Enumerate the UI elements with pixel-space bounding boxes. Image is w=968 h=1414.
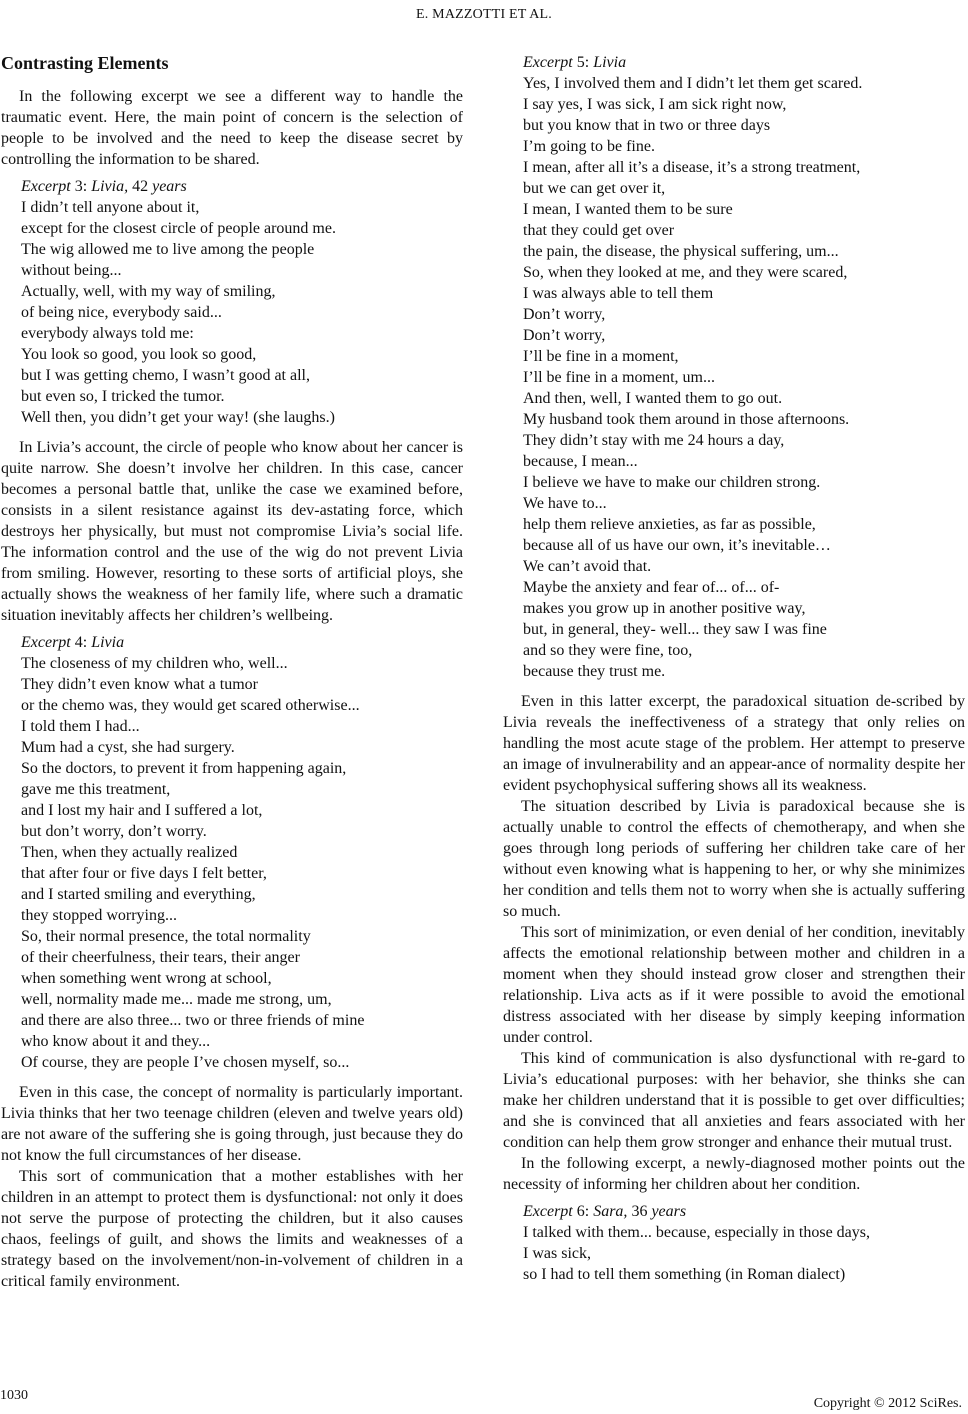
excerpt-title xyxy=(523,52,965,73)
excerpt-line: You look so good, you look so good, xyxy=(21,346,257,363)
excerpt-title xyxy=(523,1201,965,1222)
excerpt-line: because they trust me. xyxy=(523,663,666,680)
excerpt-line: I’ll be fine in a moment, xyxy=(523,348,679,365)
excerpt-label: Excerpt xyxy=(523,1203,573,1220)
excerpt-number: 3: xyxy=(70,178,92,195)
excerpt-label: Excerpt xyxy=(21,634,71,651)
copyright: Copyright © 2012 SciRes. xyxy=(813,1396,962,1411)
excerpt-line: of being nice, everybody said... xyxy=(21,304,222,321)
paragraph: In Livia’s account, the circle of people who know about her cancer is quite narrow. She doesn’t involve her children. In this case, cancer becomes a personal battle that, unlike the case we examined before, consists in a silent resistance against its dev-astating force, which destroys her physically, but must not compromise Livia’s social life. The information control and the use of the wig do not prevent Livia from smiling. However, resorting to these sorts of artificial ploys, she actually shows the weakness of her family life, where such a dramatic situation inevitably affects her children’s wellbeing. xyxy=(1,439,463,624)
excerpt-line: when something went wrong at school, xyxy=(21,970,272,987)
paragraph: In the following excerpt we see a different way to handle the traumatic event. Here, the main point of concern is the selection of people to be involved and the need to keep the disease secret by controlling the information to be shared. xyxy=(1,88,463,168)
paragraph: This kind of communication is also dysfunctional with re-gard to Livia’s educational purposes: with her behavior, she thinks she can make her children understand that it is possible to get over difficulties; and she is convinced that all anxieties and fears associated with her condition can help them grow stronger and enhance their mutual trust. xyxy=(503,1050,965,1151)
excerpt-line: I was always able to tell them xyxy=(523,285,714,302)
excerpt-line: that after four or five days I felt better, xyxy=(21,865,267,882)
right-column xyxy=(503,52,965,1294)
excerpt-line: everybody always told me: xyxy=(21,325,194,342)
paragraph: The situation described by Livia is paradoxical because she is actually unable to control the effects of chemotherapy, and when she goes through long periods of suffering her children take care of her without even knowing what is happening to her, or why she minimizes her condition and tells them not to worry when she is actually suffering so much. xyxy=(503,798,965,920)
excerpt-line: so I had to tell them something (in Roman dialect) xyxy=(523,1266,846,1283)
excerpt-line: So the doctors, to prevent it from happening again, xyxy=(21,760,347,777)
excerpt-line: Actually, well, with my way of smiling, xyxy=(21,283,276,300)
excerpt-line: well, normality made me... made me strong, um, xyxy=(21,991,332,1008)
excerpt-line: I was sick, xyxy=(523,1245,591,1262)
excerpt-line: I’m going to be fine. xyxy=(523,138,655,155)
excerpt-line: We have to... xyxy=(523,495,607,512)
excerpt-line: but I was getting chemo, I wasn’t good at all, xyxy=(21,367,310,384)
excerpt-line: Then, when they actually realized xyxy=(21,844,238,861)
excerpt-line: The closeness of my children who, well... xyxy=(21,655,288,672)
excerpt-line: and I lost my hair and I suffered a lot, xyxy=(21,802,263,819)
excerpt-line: Of course, they are people I’ve chosen myself, so... xyxy=(21,1054,350,1071)
excerpt-line: And then, well, I wanted them to go out. xyxy=(523,390,783,407)
excerpt-line: except for the closest circle of people around me. xyxy=(21,220,336,237)
excerpt-line: So, when they looked at me, and they were scared, xyxy=(523,264,848,281)
excerpt-6 xyxy=(523,1201,965,1285)
excerpt-3 xyxy=(21,176,463,428)
excerpt-line: help them relieve anxieties, as far as possible, xyxy=(523,516,816,533)
excerpt-line: We can’t avoid that. xyxy=(523,558,652,575)
excerpt-number: 4: xyxy=(70,634,92,651)
excerpt-speaker: Sara, xyxy=(593,1203,628,1220)
excerpt-line: they stopped worrying... xyxy=(21,907,177,924)
excerpt-title xyxy=(21,632,463,653)
left-column xyxy=(1,52,463,1292)
excerpt-age: 42 xyxy=(128,178,153,195)
page-number: 1030 xyxy=(0,1388,28,1403)
paragraph: This sort of communication that a mother establishes with her children in an attempt to protect them is dysfunctional: not only it does not serve the purpose of protecting the children, but it also causes chaos, feelings of guilt, and shows the limits and weaknesses of a strategy based on the involvement/non-in-volvement of children in a critical family environment. xyxy=(1,1168,463,1290)
excerpt-line: the pain, the disease, the physical suffering, um... xyxy=(523,243,839,260)
excerpt-line: I didn’t tell anyone about it, xyxy=(21,199,200,216)
excerpt-line: I’ll be fine in a moment, um... xyxy=(523,369,715,386)
excerpt-line: of their cheerfulness, their tears, their anger xyxy=(21,949,300,966)
excerpt-line: because, I mean... xyxy=(523,453,638,470)
section-heading: Contrasting Elements xyxy=(1,53,169,73)
excerpt-line: They didn’t stay with me 24 hours a day, xyxy=(523,432,785,449)
excerpt-age-unit: years xyxy=(651,1203,687,1220)
excerpt-line: but don’t worry, don’t worry. xyxy=(21,823,207,840)
excerpt-line: Don’t worry, xyxy=(523,306,606,323)
excerpt-age-unit: years xyxy=(152,178,187,195)
excerpt-line: but, in general, they- well... they saw I was fine xyxy=(523,621,827,638)
excerpt-line: I mean, after all it’s a disease, it’s a strong treatment, xyxy=(523,159,861,176)
excerpt-line: or the chemo was, they would get scared otherwise... xyxy=(21,697,360,714)
excerpt-line: I say yes, I was sick, I am sick right now, xyxy=(523,96,787,113)
excerpt-title xyxy=(21,176,463,197)
excerpt-label: Excerpt xyxy=(523,54,573,71)
paragraph: This sort of minimization, or even denial of her condition, inevitably affects the emotional relationship between mother and children in a moment when they should instead grow closer and strengthen their relationship. Liva acts as if it were possible to avoid the emotional distress associated with her disease by simply keeping information under control. xyxy=(503,924,965,1046)
excerpt-line: but we can get over it, xyxy=(523,180,666,197)
excerpt-line: and so they were fine, too, xyxy=(523,642,693,659)
excerpt-line: and I started smiling and everything, xyxy=(21,886,256,903)
excerpt-line: Yes, I involved them and I didn’t let them get scared. xyxy=(523,75,863,92)
excerpt-speaker: Livia xyxy=(91,634,125,651)
excerpt-line: makes you grow up in another positive way, xyxy=(523,600,806,617)
excerpt-speaker: Livia xyxy=(593,54,627,71)
excerpt-line: and there are also three... two or three friends of mine xyxy=(21,1012,365,1029)
paragraph: In the following excerpt, a newly-diagnosed mother points out the necessity of informing her children about her condition. xyxy=(503,1155,965,1193)
excerpt-line: They didn’t even know what a tumor xyxy=(21,676,258,693)
excerpt-line: that they could get over xyxy=(523,222,675,239)
excerpt-label: Excerpt xyxy=(21,178,71,195)
excerpt-number: 5: xyxy=(572,54,594,71)
excerpt-line: without being... xyxy=(21,262,122,279)
excerpt-line: but even so, I tricked the tumor. xyxy=(21,388,225,405)
excerpt-line: because all of us have our own, it’s inevitable… xyxy=(523,537,831,554)
excerpt-line: who know about it and they... xyxy=(21,1033,211,1050)
paragraph: Even in this latter excerpt, the paradoxical situation de-scribed by Livia reveals the ineffectiveness of a strategy that only relies on handling the most acute stage of the problem. Her attempt to preserve an image of invulnerability and an appear-ance of normality despite her evident psychophysical suffering shows all its weakness. xyxy=(503,693,965,794)
paragraph: Even in this case, the concept of normality is particularly important. Livia thinks that her two teenage children (eleven and twelve years old) are not aware of the suffering she is going through, just because they do not know the full circumstances of her disease. xyxy=(1,1084,463,1164)
excerpt-line: Don’t worry, xyxy=(523,327,606,344)
excerpt-line: My husband took them around in those afternoons. xyxy=(523,411,850,428)
excerpt-age: 36 xyxy=(627,1203,652,1220)
excerpt-line: gave me this treatment, xyxy=(21,781,171,798)
excerpt-line: Mum had a cyst, she had surgery. xyxy=(21,739,235,756)
running-head: E. MAZZOTTI ET AL. xyxy=(416,7,552,22)
excerpt-line: So, their normal presence, the total normality xyxy=(21,928,311,945)
excerpt-4 xyxy=(21,632,463,1073)
excerpt-line: Maybe the anxiety and fear of... of... of- xyxy=(523,579,780,596)
excerpt-speaker: Livia, xyxy=(91,178,129,195)
excerpt-line: I believe we have to make our children strong. xyxy=(523,474,821,491)
excerpt-line: but you know that in two or three days xyxy=(523,117,771,134)
excerpt-line: I talked with them... because, especially in those days, xyxy=(523,1224,871,1241)
excerpt-line: Well then, you didn’t get your way! (she laughs.) xyxy=(21,409,335,426)
excerpt-line: I told them I had... xyxy=(21,718,140,735)
excerpt-line: I mean, I wanted them to be sure xyxy=(523,201,733,218)
excerpt-line: The wig allowed me to live among the people xyxy=(21,241,315,258)
excerpt-5 xyxy=(523,52,965,682)
excerpt-number: 6: xyxy=(572,1203,594,1220)
